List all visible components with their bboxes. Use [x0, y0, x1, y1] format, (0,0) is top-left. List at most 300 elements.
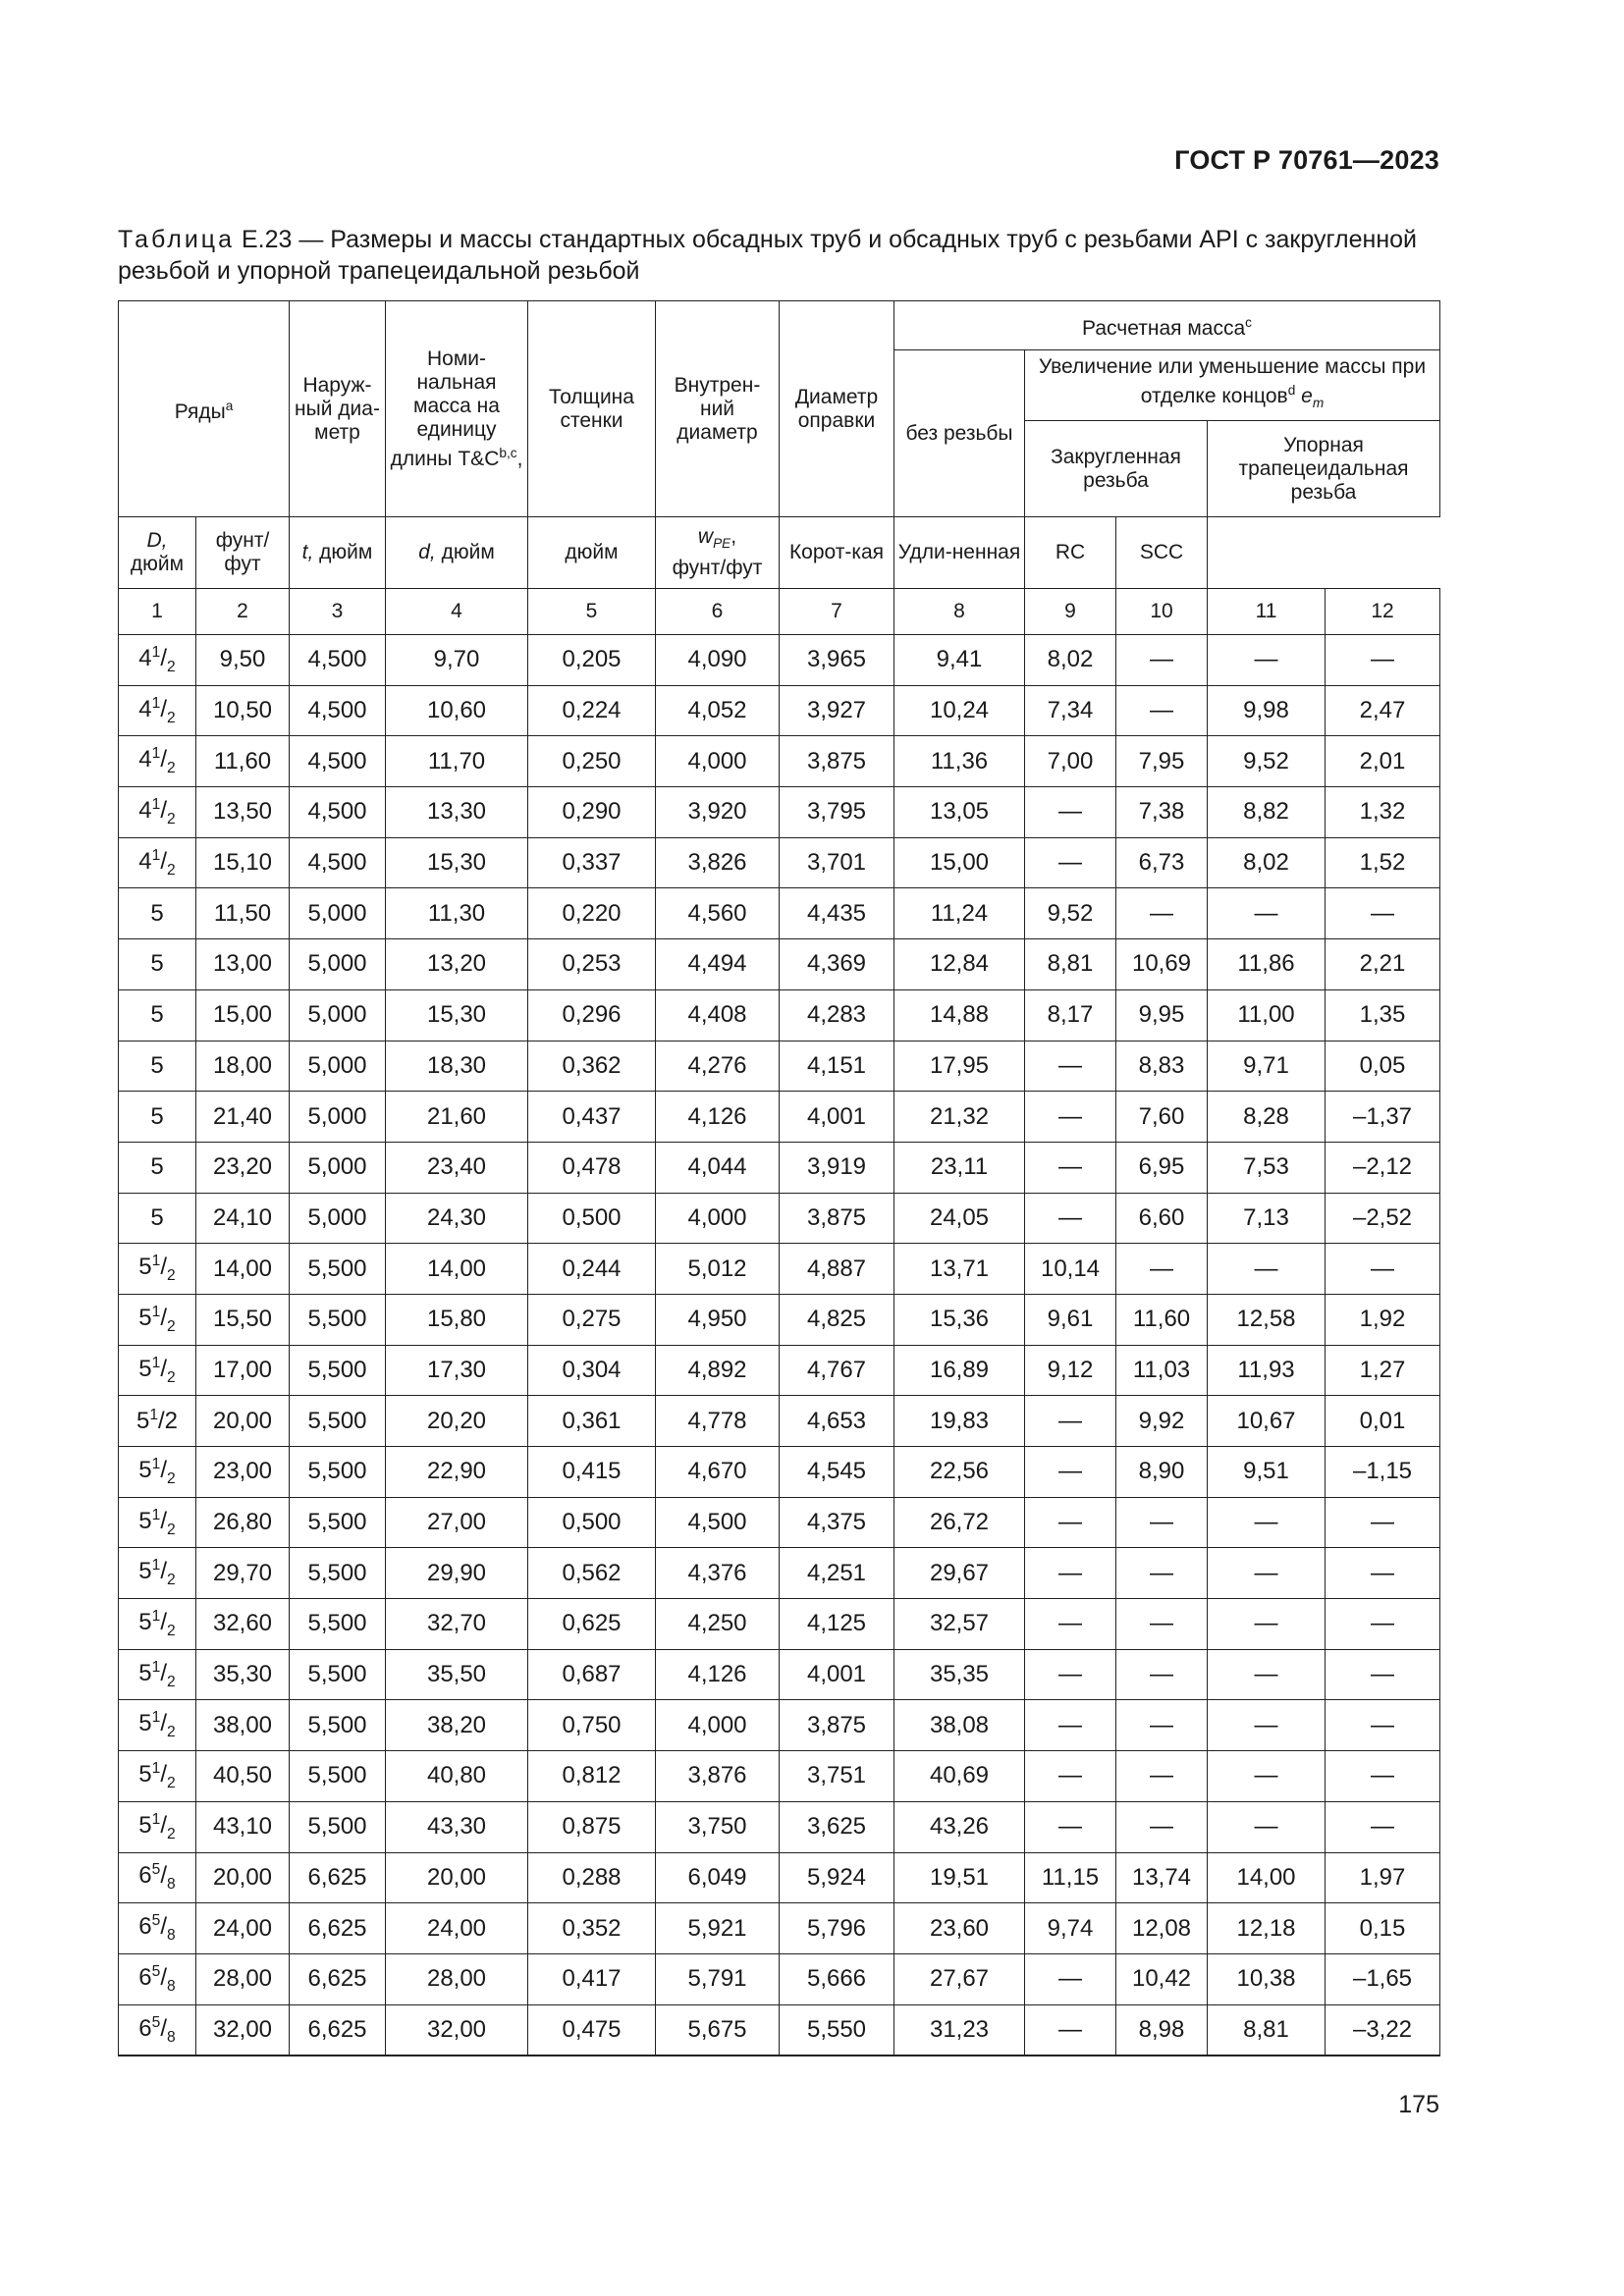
table-cell: 15,00	[196, 989, 290, 1041]
table-cell: 9,92	[1116, 1396, 1208, 1447]
table-cell: 10,69	[1116, 939, 1208, 990]
table-row	[119, 939, 1440, 990]
table-cell: 12,84	[894, 939, 1025, 990]
column-number-cell: 4	[386, 589, 528, 635]
size-cell: 5	[119, 1193, 196, 1244]
table-cell: 8,83	[1116, 1041, 1208, 1092]
table-cell: —	[1326, 635, 1440, 686]
column-number-row	[119, 589, 1440, 635]
table-cell: 40,50	[196, 1751, 290, 1802]
page-number: 175	[1398, 2091, 1439, 2118]
unit-drift-diameter: дюйм	[528, 517, 656, 589]
table-cell: 8,98	[1116, 2004, 1208, 2056]
table-cell: 8,02	[1208, 837, 1326, 888]
table-cell: —	[1025, 1396, 1116, 1447]
table-row	[119, 837, 1440, 888]
unit-plain-end: $w_{PE}$, фунт/фут	[656, 517, 780, 589]
table-cell: 0,205	[528, 635, 656, 686]
table-row	[119, 787, 1440, 838]
table-cell: 21,32	[894, 1092, 1025, 1143]
table-cell: 8,82	[1208, 787, 1326, 838]
table-cell: 4,283	[780, 989, 894, 1041]
table-cell: —	[1208, 1497, 1326, 1548]
table-cell: 23,00	[196, 1447, 290, 1498]
table-row	[119, 1852, 1440, 1903]
table-cell: 9,98	[1208, 685, 1326, 736]
table-cell: 16,89	[894, 1345, 1025, 1396]
table-cell: 3,701	[780, 837, 894, 888]
table-cell: 21,60	[386, 1092, 528, 1143]
table-cell: 5,000	[290, 989, 386, 1041]
table-cell: 5,500	[290, 1649, 386, 1700]
table-cell: 0,220	[528, 888, 656, 939]
table-cell: 9,95	[1116, 989, 1208, 1041]
table-cell: 5,500	[290, 1497, 386, 1548]
table-cell: 9,12	[1025, 1345, 1116, 1396]
table-cell: 4,887	[780, 1244, 894, 1295]
table-cell: 4,000	[656, 736, 780, 787]
table-cell: 40,80	[386, 1751, 528, 1802]
table-cell: 5,666	[780, 1953, 894, 2004]
size-cell: $4^1/_2$	[119, 685, 196, 736]
table-cell: 6,049	[656, 1852, 780, 1903]
table-cell: 28,00	[386, 1953, 528, 2004]
header-plain-end: без резьбы	[894, 350, 1025, 517]
table-cell: 4,369	[780, 939, 894, 990]
unit-outer-diameter: D, дюйм	[119, 517, 196, 589]
table-cell: 22,90	[386, 1447, 528, 1498]
table-cell: —	[1326, 1801, 1440, 1852]
table-cell: 15,80	[386, 1294, 528, 1345]
table-cell: —	[1326, 1700, 1440, 1751]
table-cell: 0,253	[528, 939, 656, 990]
table-cell: 24,10	[196, 1193, 290, 1244]
table-cell: 13,00	[196, 939, 290, 990]
table-cell: —	[1025, 1193, 1116, 1244]
table-cell: 4,250	[656, 1599, 780, 1650]
table-cell: —	[1116, 1700, 1208, 1751]
table-cell: 3,920	[656, 787, 780, 838]
column-number-cell: 5	[528, 589, 656, 635]
table-cell: —	[1116, 1751, 1208, 1802]
table-cell: 11,70	[386, 736, 528, 787]
table-cell: —	[1025, 1953, 1116, 2004]
table-cell: —	[1116, 1244, 1208, 1295]
table-row	[119, 1801, 1440, 1852]
table-cell: 13,20	[386, 939, 528, 990]
table-cell: 3,876	[656, 1751, 780, 1802]
table-cell: 5,500	[290, 1244, 386, 1295]
table-cell: —	[1208, 1548, 1326, 1599]
table-cell: 14,88	[894, 989, 1025, 1041]
table-cell: 3,826	[656, 837, 780, 888]
column-number-cell: 1	[119, 589, 196, 635]
table-cell: 5,500	[290, 1345, 386, 1396]
table-cell: 38,00	[196, 1700, 290, 1751]
table-cell: 4,000	[656, 1193, 780, 1244]
table-cell: 32,57	[894, 1599, 1025, 1650]
table-cell: 7,95	[1116, 736, 1208, 787]
table-cell: 20,00	[386, 1852, 528, 1903]
table-cell: 4,767	[780, 1345, 894, 1396]
table-caption	[118, 224, 1443, 287]
table-cell: 5,796	[780, 1903, 894, 1954]
table-cell: —	[1208, 1801, 1326, 1852]
table-cell: 21,40	[196, 1092, 290, 1143]
table-cell: 4,500	[290, 635, 386, 686]
table-cell: 11,50	[196, 888, 290, 939]
table-cell: 4,001	[780, 1092, 894, 1143]
table-cell: 35,30	[196, 1649, 290, 1700]
table-cell: 24,00	[386, 1903, 528, 1954]
table-cell: 0,224	[528, 685, 656, 736]
size-cell: $6^5/_8$	[119, 1953, 196, 2004]
table-cell: 0,01	[1326, 1396, 1440, 1447]
table-cell: 4,494	[656, 939, 780, 990]
table-cell: —	[1208, 635, 1326, 686]
table-cell: 6,625	[290, 1953, 386, 2004]
table-cell: 0,500	[528, 1193, 656, 1244]
table-cell: 10,24	[894, 685, 1025, 736]
header-rows: Ряды$^a$	[119, 301, 290, 517]
table-cell: 4,500	[290, 685, 386, 736]
size-cell: $5^1/_2$	[119, 1244, 196, 1295]
table-cell: 0,750	[528, 1700, 656, 1751]
table-cell: —	[1025, 1142, 1116, 1193]
column-number-cell: 9	[1025, 589, 1116, 635]
table-cell: 1,52	[1326, 837, 1440, 888]
table-cell: 4,500	[290, 787, 386, 838]
table-cell: —	[1025, 1751, 1116, 1802]
size-cell: $6^5/_8$	[119, 1903, 196, 1954]
table-cell: —	[1326, 1649, 1440, 1700]
table-cell: 3,965	[780, 635, 894, 686]
header-short-thread: Корот-кая	[780, 517, 894, 589]
table-cell: 29,67	[894, 1548, 1025, 1599]
table-cell: 11,24	[894, 888, 1025, 939]
size-cell: $5^1/_2$	[119, 1801, 196, 1852]
table-row	[119, 1447, 1440, 1498]
table-cell: 5,000	[290, 939, 386, 990]
table-cell: 0,562	[528, 1548, 656, 1599]
table-cell: 5,500	[290, 1801, 386, 1852]
table-cell: 4,500	[656, 1497, 780, 1548]
table-cell: —	[1025, 1548, 1116, 1599]
table-cell: 6,73	[1116, 837, 1208, 888]
table-cell: 32,70	[386, 1599, 528, 1650]
table-row	[119, 1599, 1440, 1650]
table-cell: 5,500	[290, 1294, 386, 1345]
table-cell: 4,408	[656, 989, 780, 1041]
table-cell: 0,362	[528, 1041, 656, 1092]
table-cell: —	[1208, 1244, 1326, 1295]
header-scc: SCC	[1116, 517, 1208, 589]
column-number-cell: 10	[1116, 589, 1208, 635]
table-cell: 17,30	[386, 1345, 528, 1396]
table-row	[119, 1953, 1440, 2004]
table-row	[119, 888, 1440, 939]
table-cell: 8,90	[1116, 1447, 1208, 1498]
table-row	[119, 1751, 1440, 1802]
table-cell: 7,34	[1025, 685, 1116, 736]
table-cell: 11,60	[1116, 1294, 1208, 1345]
table-cell: 7,00	[1025, 736, 1116, 787]
table-cell: —	[1208, 1700, 1326, 1751]
table-cell: 6,625	[290, 2004, 386, 2056]
table-cell: 0,812	[528, 1751, 656, 1802]
table-cell: –2,52	[1326, 1193, 1440, 1244]
size-cell: 5	[119, 989, 196, 1041]
table-cell: 31,23	[894, 2004, 1025, 2056]
table-cell: 22,56	[894, 1447, 1025, 1498]
table-cell: 4,375	[780, 1497, 894, 1548]
table-cell: 11,86	[1208, 939, 1326, 990]
table-cell: 5,921	[656, 1903, 780, 1954]
size-cell: $5^1/_2$	[119, 1649, 196, 1700]
table-cell: —	[1025, 837, 1116, 888]
table-cell: 5,791	[656, 1953, 780, 2004]
table-cell: 18,30	[386, 1041, 528, 1092]
table-cell: 26,80	[196, 1497, 290, 1548]
table-cell: 0,304	[528, 1345, 656, 1396]
table-cell: –3,22	[1326, 2004, 1440, 2056]
table-cell: 4,500	[290, 837, 386, 888]
table-cell: 9,52	[1208, 736, 1326, 787]
table-cell: 17,95	[894, 1041, 1025, 1092]
table-cell: 3,919	[780, 1142, 894, 1193]
table-cell: 23,20	[196, 1142, 290, 1193]
size-cell: $5^1/_2$	[119, 1497, 196, 1548]
table-cell: 14,00	[1208, 1852, 1326, 1903]
table-cell: 4,435	[780, 888, 894, 939]
table-cell: 0,361	[528, 1396, 656, 1447]
table-cell: 14,00	[196, 1244, 290, 1295]
table-cell: 6,625	[290, 1852, 386, 1903]
table-cell: 19,51	[894, 1852, 1025, 1903]
table-cell: 20,00	[196, 1852, 290, 1903]
table-cell: —	[1025, 1497, 1116, 1548]
table-cell: 8,17	[1025, 989, 1116, 1041]
table-cell: 38,08	[894, 1700, 1025, 1751]
table-row	[119, 1244, 1440, 1295]
table-cell: 2,01	[1326, 736, 1440, 787]
table-cell: 4,151	[780, 1041, 894, 1092]
table-cell: 29,70	[196, 1548, 290, 1599]
unit-nominal-mass: фунт/фут	[196, 517, 290, 589]
table-row	[119, 1548, 1440, 1599]
table-cell: 5,500	[290, 1447, 386, 1498]
table-cell: 3,750	[656, 1801, 780, 1852]
table-cell: 19,83	[894, 1396, 1025, 1447]
table-cell: 27,00	[386, 1497, 528, 1548]
table-cell: 9,51	[1208, 1447, 1326, 1498]
table-cell: 0,475	[528, 2004, 656, 2056]
table-cell: 38,20	[386, 1700, 528, 1751]
table-cell: 4,125	[780, 1599, 894, 1650]
table-cell: 28,00	[196, 1953, 290, 2004]
table-cell: 13,30	[386, 787, 528, 838]
table-cell: 0,290	[528, 787, 656, 838]
table-cell: 40,69	[894, 1751, 1025, 1802]
header-outer-diameter: Наруж-ный диа-метр	[290, 301, 386, 517]
table-cell: 35,35	[894, 1649, 1025, 1700]
header-long-thread: Удли-ненная	[894, 517, 1025, 589]
table-cell: 0,687	[528, 1649, 656, 1700]
table-cell: 12,08	[1116, 1903, 1208, 1954]
table-cell: 7,53	[1208, 1142, 1326, 1193]
table-row	[119, 736, 1440, 787]
table-cell: —	[1208, 888, 1326, 939]
table-cell: 32,00	[196, 2004, 290, 2056]
table-cell: 4,778	[656, 1396, 780, 1447]
table-cell: 0,417	[528, 1953, 656, 2004]
table-cell: 0,875	[528, 1801, 656, 1852]
table-row	[119, 1193, 1440, 1244]
table-cell: 2,21	[1326, 939, 1440, 990]
table-cell: 4,653	[780, 1396, 894, 1447]
table-cell: 5,012	[656, 1244, 780, 1295]
table-cell: 11,15	[1025, 1852, 1116, 1903]
table-cell: 1,97	[1326, 1852, 1440, 1903]
table-cell: 15,30	[386, 837, 528, 888]
table-cell: —	[1025, 1092, 1116, 1143]
size-cell: $6^5/_8$	[119, 1852, 196, 1903]
table-cell: 6,60	[1116, 1193, 1208, 1244]
table-cell: 4,044	[656, 1142, 780, 1193]
size-cell: $4^1/_2$	[119, 837, 196, 888]
table-cell: 4,545	[780, 1447, 894, 1498]
table-cell: 24,05	[894, 1193, 1025, 1244]
table-cell: 0,478	[528, 1142, 656, 1193]
size-cell: $4^1/_2$	[119, 635, 196, 686]
column-number-cell: 3	[290, 589, 386, 635]
table-cell: 15,00	[894, 837, 1025, 888]
table-cell: —	[1326, 1599, 1440, 1650]
table-cell: 20,00	[196, 1396, 290, 1447]
table-cell: 4,090	[656, 635, 780, 686]
header-mass-change: Увеличение или уменьшение массы при отделке концов$^d$ $e_m$	[1025, 350, 1440, 421]
table-cell: 27,67	[894, 1953, 1025, 2004]
table-cell: 5,500	[290, 1599, 386, 1650]
table-cell: 6,625	[290, 1903, 386, 1954]
table-cell: 5,500	[290, 1751, 386, 1802]
table-cell: 12,18	[1208, 1903, 1326, 1954]
table-cell: 23,11	[894, 1142, 1025, 1193]
table-cell: 5,500	[290, 1396, 386, 1447]
table-cell: –1,65	[1326, 1953, 1440, 2004]
table-cell: 0,15	[1326, 1903, 1440, 1954]
table-cell: 4,376	[656, 1548, 780, 1599]
table-cell: —	[1025, 1599, 1116, 1650]
table-cell: 4,001	[780, 1649, 894, 1700]
table-cell: 5,924	[780, 1852, 894, 1903]
table-cell: 9,50	[196, 635, 290, 686]
table-cell: —	[1116, 685, 1208, 736]
table-cell: 15,36	[894, 1294, 1025, 1345]
table-cell: 9,70	[386, 635, 528, 686]
header-drift-diameter: Диаметр оправки	[780, 301, 894, 517]
table-cell: 3,751	[780, 1751, 894, 1802]
header-nominal-mass: Номи-нальная масса на единицу длины $T\&C^{b,c}$,	[386, 301, 528, 517]
table-cell: 11,93	[1208, 1345, 1326, 1396]
table-cell: –1,15	[1326, 1447, 1440, 1498]
table-cell: 0,288	[528, 1852, 656, 1903]
table-cell: 15,30	[386, 989, 528, 1041]
column-number-cell: 12	[1326, 589, 1440, 635]
table-cell: 11,36	[894, 736, 1025, 787]
caption-prefix: Таблица	[118, 226, 236, 253]
table-cell: —	[1326, 1497, 1440, 1548]
table-cell: 9,52	[1025, 888, 1116, 939]
table-cell: 10,42	[1116, 1953, 1208, 2004]
table-cell: 4,276	[656, 1041, 780, 1092]
table-cell: —	[1025, 787, 1116, 838]
column-number-cell: 11	[1208, 589, 1326, 635]
table-row	[119, 1396, 1440, 1447]
table-cell: 9,71	[1208, 1041, 1326, 1092]
table-cell: 8,81	[1208, 2004, 1326, 2056]
table-row	[119, 685, 1440, 736]
table-row	[119, 1294, 1440, 1345]
table-cell: 10,67	[1208, 1396, 1326, 1447]
table-cell: 7,60	[1116, 1092, 1208, 1143]
header-inner-diameter: Внутрен-ний диаметр	[656, 301, 780, 517]
document-code: ГОСТ Р 70761—2023	[1174, 145, 1439, 175]
table-cell: 13,05	[894, 787, 1025, 838]
table-cell: 43,26	[894, 1801, 1025, 1852]
table-row	[119, 1700, 1440, 1751]
table-cell: 23,60	[894, 1903, 1025, 1954]
table-cell: —	[1025, 2004, 1116, 2056]
size-cell: $5^1/_2$	[119, 1751, 196, 1802]
table-cell: 5,500	[290, 1700, 386, 1751]
header-round-thread: Закругленная резьба	[1025, 421, 1208, 517]
table-cell: 0,05	[1326, 1041, 1440, 1092]
table-cell: 4,950	[656, 1294, 780, 1345]
table-cell: 0,437	[528, 1092, 656, 1143]
table-cell: 4,560	[656, 888, 780, 939]
table-cell: 8,02	[1025, 635, 1116, 686]
unit-wall-thickness: t, дюйм	[290, 517, 386, 589]
table-cell: 9,41	[894, 635, 1025, 686]
table-cell: —	[1326, 888, 1440, 939]
table-cell: 29,90	[386, 1548, 528, 1599]
table-cell: 11,03	[1116, 1345, 1208, 1396]
table-cell: 1,92	[1326, 1294, 1440, 1345]
table-cell: 9,61	[1025, 1294, 1116, 1345]
table-cell: –2,12	[1326, 1142, 1440, 1193]
table-cell: 4,052	[656, 685, 780, 736]
table-row	[119, 1041, 1440, 1092]
size-cell: $4^1/_2$	[119, 787, 196, 838]
size-cell: $5^1/_2$	[119, 1345, 196, 1396]
table-cell: —	[1116, 1801, 1208, 1852]
table-cell: 15,50	[196, 1294, 290, 1345]
table-cell: 0,275	[528, 1294, 656, 1345]
unit-inner-diameter: d, дюйм	[386, 517, 528, 589]
table-cell: 4,825	[780, 1294, 894, 1345]
table-cell: —	[1025, 1700, 1116, 1751]
table-cell: 43,30	[386, 1801, 528, 1852]
table-cell: —	[1208, 1751, 1326, 1802]
table-cell: 5,500	[290, 1548, 386, 1599]
table-cell: 0,625	[528, 1599, 656, 1650]
table-cell: 0,415	[528, 1447, 656, 1498]
table-row	[119, 1345, 1440, 1396]
table-cell: 3,927	[780, 685, 894, 736]
table-cell: 20,20	[386, 1396, 528, 1447]
table-row	[119, 989, 1440, 1041]
